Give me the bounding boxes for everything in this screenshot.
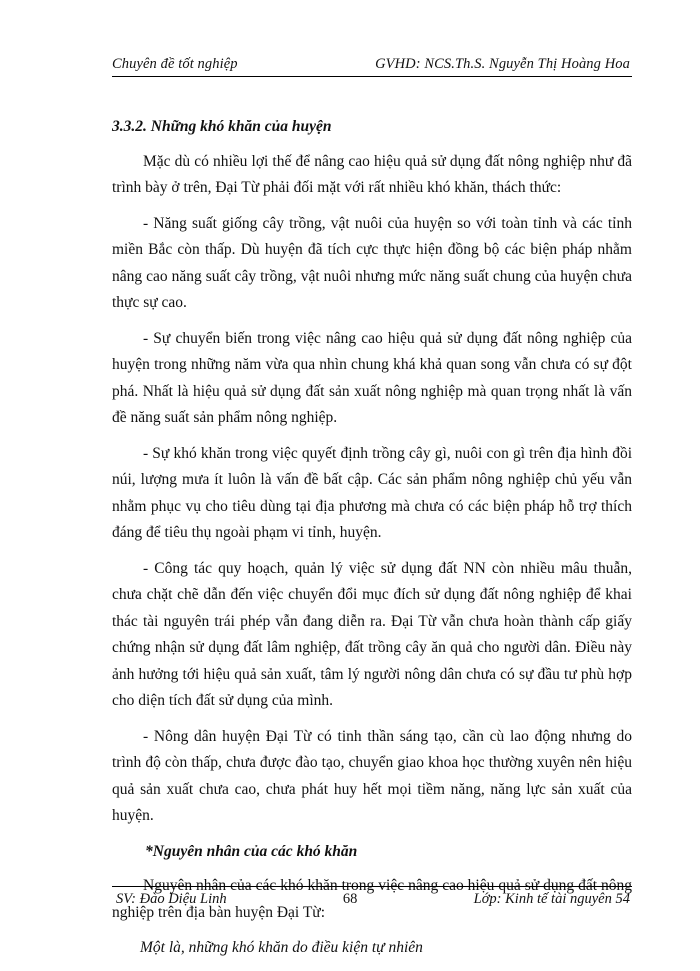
- section-title: 3.3.2. Những khó khăn của huyện: [112, 118, 332, 135]
- paragraph-planning: - Công tác quy hoạch, quản lý việc sử dụng đất NN còn nhiều mâu thuẫn, chưa chặt chẽ dẫn đến việc chuyển đổi mục đích sử dụng đất nông nghiệp để khai thác tài nguyên trái phép vẫn đang diễn ra. Đại Từ vẫn chưa hoàn thành cấp giấy chứng nhận sử dụng đất lâm nghiệp, đất trồng cây ăn quả cho người dân. Điều này ảnh hưởng tới hiệu quả sản xuất, tâm lý người nông dân chưa có sự đầu tư phù hợp cho diện tích đất sử dụng của mình.: [112, 559, 632, 709]
- footer-rule: [112, 886, 632, 887]
- paragraph-intro: Mặc dù có nhiều lợi thế để nâng cao hiệu quả sử dụng đất nông nghiệp như đã trình bày ở trên, Đại Từ phải đối mặt với rất nhiều khó khăn, thách thức:: [112, 152, 632, 196]
- page-body: [112, 114, 632, 971]
- header-right: GVHD: NCS.Th.S. Nguyễn Thị Hoàng Hoa: [375, 56, 630, 72]
- subheading-causes: *Nguyên nhân của các khó khăn: [145, 842, 358, 860]
- paragraph-causes-intro: Nguyên nhân của các khó khăn trong việc nâng cao hiệu quả sử dụng đất nông nghiệp trên địa bàn huyện Đại Từ:: [112, 877, 632, 921]
- page-header: [112, 56, 630, 73]
- paragraph-crop-choice: - Sự khó khăn trong việc quyết định trồng cây gì, nuôi con gì trên địa hình đồi núi, lượng mưa ít luôn là vấn đề bất cập. Các sản phẩm nông nghiệp chủ yếu vẫn nhằm phục vụ cho tiêu dùng tại địa phương mà chưa có các biện pháp hỗ trợ thích đáng để tiêu thụ ngoài phạm vi tỉnh, huyện.: [112, 444, 632, 541]
- paragraph-efficiency: - Sự chuyển biến trong việc nâng cao hiệu quả sử dụng đất nông nghiệp của huyện trong những năm vừa qua nhìn chung khá khả quan song vẫn chưa có sự đột phá. Nhất là hiệu quả sử dụng đất sản xuất nông nghiệp mà quan trọng nhất là vấn đề năng suất sản phẩm nông nghiệp.: [112, 329, 632, 426]
- page-footer: [116, 891, 630, 908]
- paragraph-farmers: - Nông dân huyện Đại Từ có tinh thần sáng tạo, cần cù lao động nhưng do trình độ còn thấp, chưa được đào tạo, chuyển giao khoa học thường xuyên nên hiệu quả sản xuất chưa cao, chưa phát huy hết mọi tiềm năng, năng lực sản xuất của huyện.: [112, 727, 632, 824]
- header-rule: [112, 76, 632, 77]
- first-cause-line: Một là, những khó khăn do điều kiện tự nhiên: [140, 939, 423, 956]
- header-left: Chuyên đề tốt nghiệp: [112, 56, 238, 72]
- footer-student: SV: Đào Diệu Linh: [116, 891, 227, 907]
- page-number: 68: [342, 891, 358, 907]
- paragraph-productivity: - Năng suất giống cây trồng, vật nuôi của huyện so với toàn tỉnh và các tỉnh miền Bắc còn thấp. Dù huyện đã tích cực thực hiện đồng bộ các biện pháp nhằm nâng cao năng suất cây trồng, vật nuôi nhưng mức năng suất chung của huyện chưa thực sự cao.: [112, 214, 632, 311]
- footer-class: Lớp: Kinh tế tài nguyên 54: [473, 891, 630, 907]
